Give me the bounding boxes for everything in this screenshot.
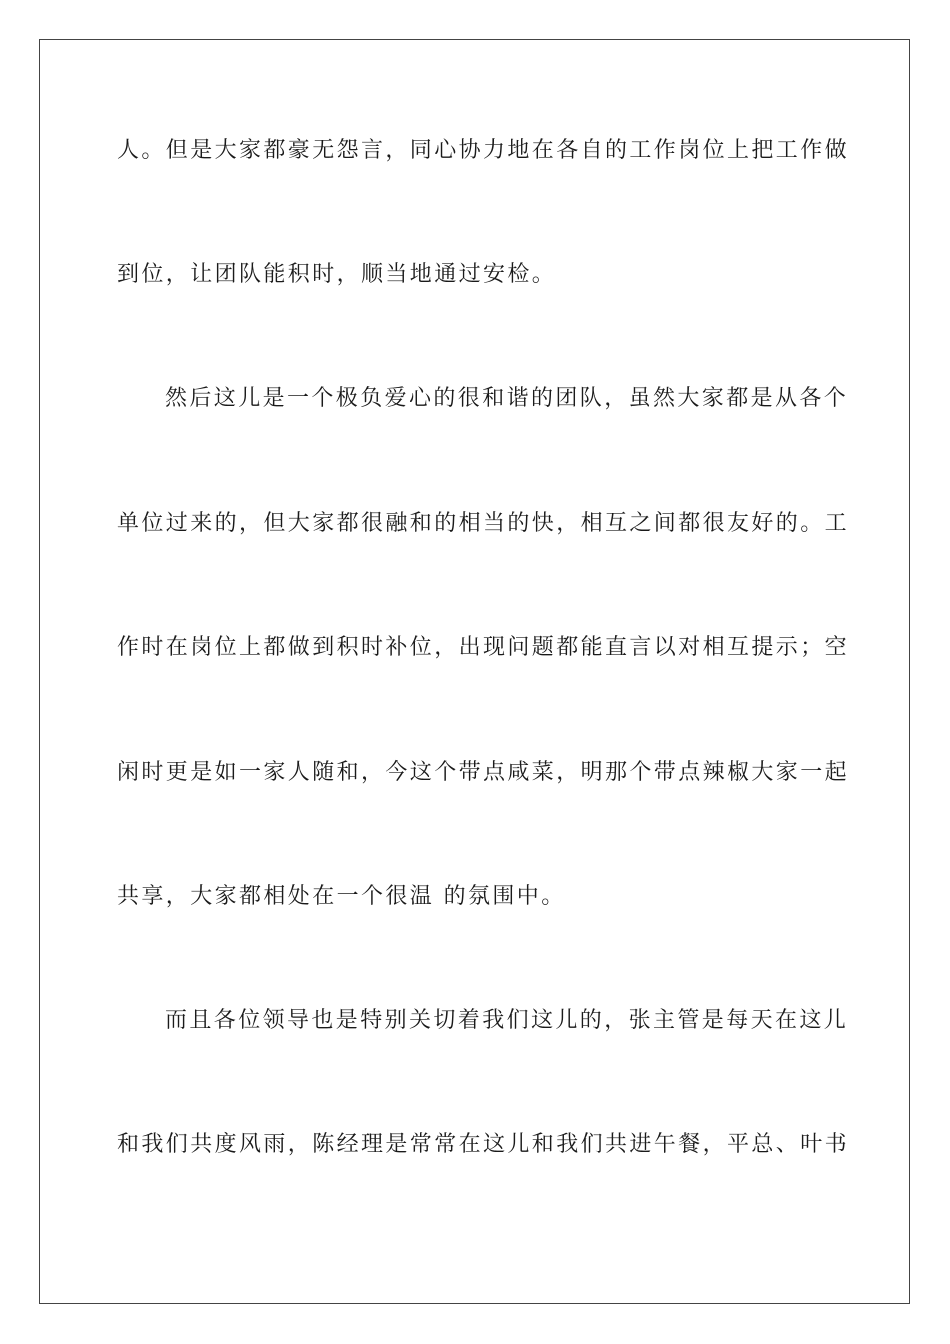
text-line: 单位过来的，但大家都很融和的相当的快，相互之间都很友好的。工 — [117, 511, 850, 536]
page-frame — [39, 39, 910, 1304]
paragraph-start-line: 而且各位领导也是特别关切着我们这儿的，张主管是每天在这儿 — [165, 1008, 849, 1033]
text-line: 到位，让团队能积时，顺当地通过安检。 — [117, 262, 557, 287]
paragraph-start-line: 然后这儿是一个极负爱心的很和谐的团队，虽然大家都是从各个 — [165, 386, 849, 411]
text-line: 闲时更是如一家人随和，今这个带点咸菜，明那个带点辣椒大家一起 — [117, 760, 850, 785]
text-line: 和我们共度风雨，陈经理是常常在这儿和我们共进午餐，平总、叶书 — [117, 1132, 850, 1157]
text-line: 人。但是大家都豪无怨言，同心协力地在各自的工作岗位上把工作做 — [117, 138, 850, 163]
text-line: 共享，大家都相处在一个很温 的氛围中。 — [117, 884, 566, 909]
text-line: 作时在岗位上都做到积时补位，出现问题都能直言以对相互提示；空 — [117, 635, 850, 660]
